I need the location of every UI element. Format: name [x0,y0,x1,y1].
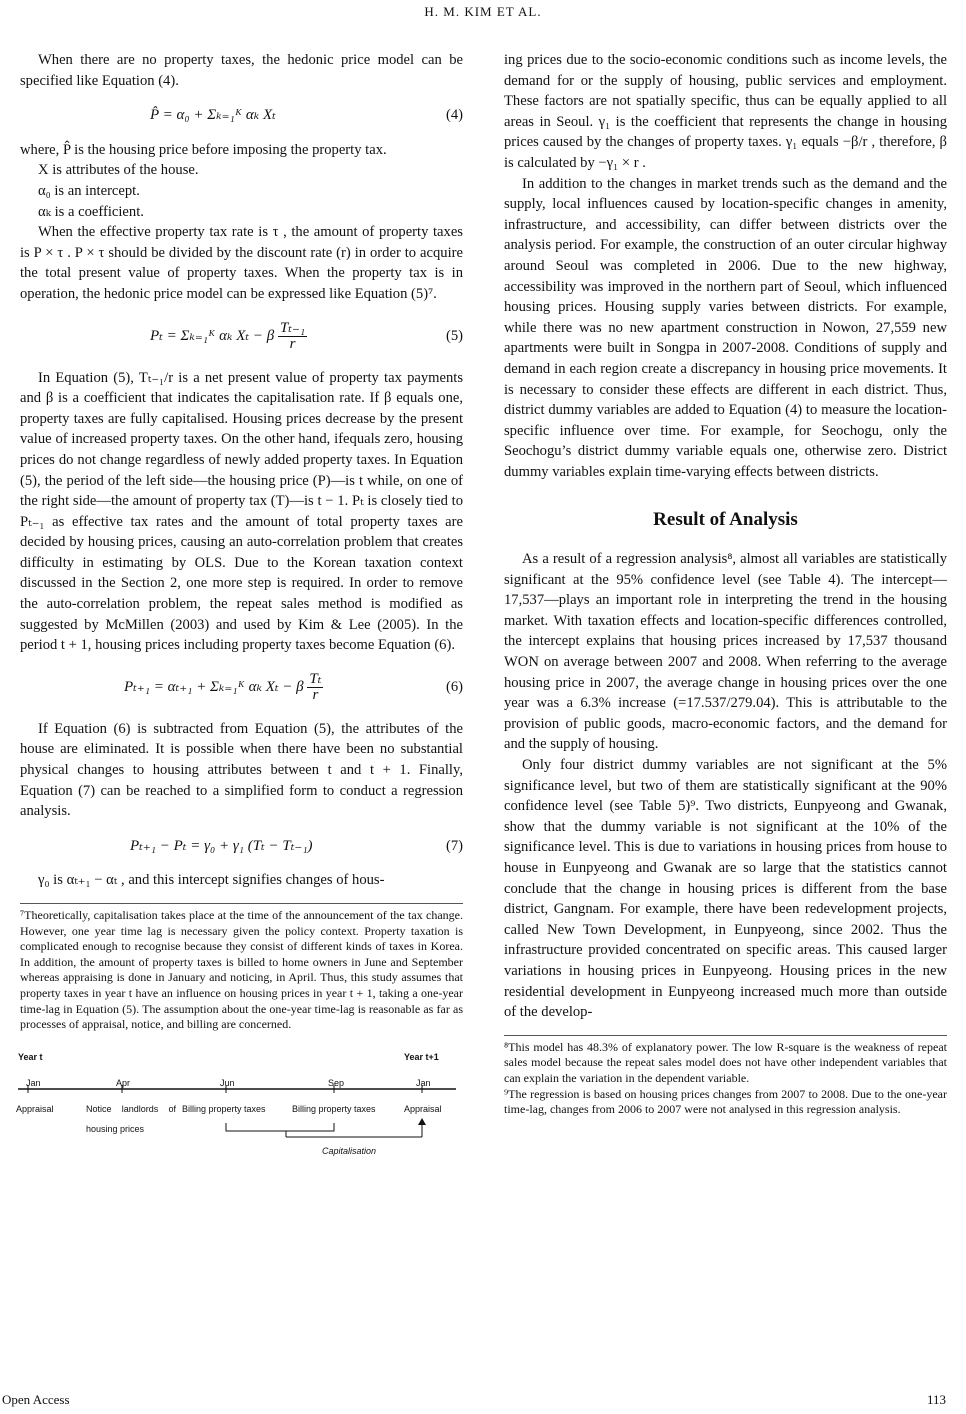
event-label: Appraisal [404,1103,442,1114]
paragraph: γ₀ is αₜ₊₁ − αₜ , and this intercept signifies changes of hous- [38,872,385,889]
equation-4 [20,105,463,126]
numerator: Tₜ [309,670,322,687]
fraction [278,321,307,352]
fraction [307,672,323,703]
footnote-8: ⁸This model has 48.3% of explanatory power. The low R-square is the weakness of repeat sales model because the repeat sales model does not have other independent variables that can explain the variation in the dependent variable. [504,1039,947,1085]
running-header: H. M. KIM ET AL. [424,4,542,19]
paragraph: Only four district dummy variables are not significant at the 5% significance level, but two of them are statistically significant at the 90% confidence level (see Table 5)⁹. Two districts, Eunpyeong and Gwanak, show that the dummy variable is not significant at the 10% of the significance level. This is due to variations in housing prices from house to house in Eunpyeong and Gwanak are so large that the statistics cannot conclude that the change in housing prices is different from the base district, Gangnam. For example, there have been redevelopment projects, called New Town Development, in Eunpyeong, since 2002. Thus the infrastructure provided concentrated on specific areas. This caused larger variations in housing prices in Eunpyeong. Housing prices in the new residential development in Eunpyeong increased much more than outside of the develop- [504,757,947,1021]
year-t1-label: Year t+1 [404,1051,439,1062]
event-label: Billing property taxes [292,1103,376,1114]
paragraph: In Equation (5), Tₜ₋₁/r is a net present value of property tax payments and β is a coefficient that indicates the capitalisation rate. If β equals one, property taxes are fully capitalised. Housing prices decrease by the present value of increased property taxes. On the other hand, ifequals zero, housing prices do not change regardless of newly added property taxes. In Equation (5), the period of the left side—the housing price (P)—is t while, on one of the right side—the amount of property tax (T)—is t − 1. Pₜ is closely tied to Pₜ₋₁ as effective tax rates and the amount of total property taxes are decided by housing prices, causing an auto-correlation problem that creates difficulty in estimating by OLS. Due to the Korean taxation context discussed in the Section 2, one more step is required. In order to remove the auto-correlation problem, the repeat sales method is modified as suggested by McMillen (2003) and used by Kim & Lee (2005). In the period t + 1, housing prices including property taxes become Equation (6). [20,369,463,654]
footnote-9: ⁹The regression is based on housing prices changes from 2007 to 2008. Due to the one-year time-lag, changes from 2006 to 2007 were not analysed in this regression analysis. [504,1086,947,1117]
paragraph: In addition to the changes in market trends such as the demand and the supply, local influences caused by location-specific changes in amenity, infrastructure, and accessibility, can differ between districts over the analysis period. For example, the construction of an outer circular highway around Seoul was completed in 2006. Due to the new highway, accessibility was improved in the northern part of Seoul, which influenced housing prices. Housing supply varies between districts. For example, while there was no new apartment construction in Nowon, 27,559 new apartments were built in Songpa in 2007-2008. Conditions of supply and demand in each region create a discrepancy in housing price movements. It is necessary to consider these effects are different in each district. Thus, district dummy variables are added to Equation (4) to measure the location-specific influence over time. For example, for Seochogu, only the Seochogu’s district dummy variable equals one, otherwise zero. District dummy variables explain time-varying effects between districts. [504,175,947,480]
paragraph: ing prices due to the socio-economic conditions such as income levels, the demand for or the supply of housing, public services and employment. These factors are not spatially specific, thus can be equally applied to all areas in Seoul. γ₁ is the coefficient that represents the change in housing prices caused by the changes of property taxes. γ₁ equals −β/r , therefore, β is calculated by −γ₁ × r . [504,52,947,171]
footnote-rule [504,1035,947,1036]
paragraph: where, P̂ is the housing price before imposing the property tax. [20,141,387,158]
capitalisation-label: Capitalisation [322,1145,377,1156]
timeline-figure [16,1043,463,1163]
equation-lhs: Pₜ = Σₖ₌₁ᴷ αₖ Xₜ − β [150,327,275,344]
month-label: Apr [116,1077,131,1088]
paragraph: If Equation (6) is subtracted from Equation (5), the attributes of the house are eliminated. It is possible when there have been no substantial physical changes to housing attributes between t and t + 1. Finally, Equation (7) can be reached to a simplified form to conduct a regression analysis. [20,720,463,820]
equation-6 [20,672,463,703]
equation-formula: P̂ = α₀ + Σₖ₌₁ᴷ αₖ Xₜ [150,107,276,124]
paragraph: When there are no property taxes, the hedonic price model can be specified like Equation (4). [20,52,463,89]
footnote-7: ⁷Theoretically, capitalisation takes place at the time of the announcement of the tax change. However, one year time lag is necessary given the policy context. Property taxation is complicated enough to recognise because they consist of different kinds of taxes in Korea. In addition, the amount of property taxes is billed to home owners in June and September whereas appraising is done in January and noticing, in April. Thus, this study assumes that property taxes in year t have an influence on housing prices in year t + 1, taking a one-year time-lag in Equation (5). The assumption about the one-year time-lag is reasonable as far as processes of appraisal, notice, and billing are concerned. [20,908,463,1032]
month-label: Jan [416,1077,431,1088]
event-label: Billing property taxes [182,1103,266,1114]
equation-5 [20,321,463,352]
equation-number: (7) [445,837,463,854]
paragraph: As a result of a regression analysis⁸, almost all variables are statistically significant at the 95% confidence level (see Table 4). The intercept—17,537—plays an important role in interpreting the trend in the housing market. With taxation effects and location-specific differences controlled, the intercept explains that housing prices increased by 17,537 thousand WON on average between 2007 and 2008. When referring to the average housing price in 2007, the average change in housing prices over the one year was a 6.3% increase (=17.537/279.04). This is attributable to the provision of public goods, macro-economic factors, and the demand for and the supply of housing. [504,551,947,753]
timeline-svg [18,1085,458,1155]
definition: X is attributes of the house. [38,162,199,179]
footnote-rule [20,903,463,904]
denominator: r [312,686,319,703]
month-label: Jun [220,1077,235,1088]
equation-formula [150,321,307,352]
page-number: 113 [926,1392,946,1407]
month-label: Jan [26,1077,41,1088]
equation-formula [124,672,323,703]
paragraph: When the effective property tax rate is τ , the amount of property taxes is P × τ . P × τ should be divided by the discount rate (r) in order to acquire the total present value of property taxes. When the property tax is in operation, the hedonic price model can be expressed like Equation (5)⁷. [20,224,463,302]
event-label: Appraisal [16,1103,54,1114]
section-heading: Result of Analysis [653,509,798,531]
year-t-label: Year t [18,1051,43,1062]
left-column [16,50,463,1163]
definition: α₀ is an intercept. [38,182,140,199]
equation-number: (4) [445,107,463,124]
equation-number: (6) [445,679,463,696]
numerator: Tₜ₋₁ [279,319,306,336]
event-label: Notice landlords of housing prices [86,1103,176,1135]
equation-number: (5) [445,327,463,344]
equation-lhs: Pₜ₊₁ = αₜ₊₁ + Σₖ₌₁ᴷ αₖ Xₜ − β [124,678,304,695]
billing-bracket [226,1123,334,1137]
right-column [504,50,947,1118]
month-label: Sep [328,1077,345,1088]
footer-open-access: Open Access [2,1392,70,1407]
equation-7 [20,836,463,857]
equation-formula: Pₜ₊₁ − Pₜ = γ₀ + γ₁ (Tₜ − Tₜ₋₁) [130,837,313,854]
definition: αₖ is a coefficient. [38,203,144,220]
denominator: r [289,335,296,352]
